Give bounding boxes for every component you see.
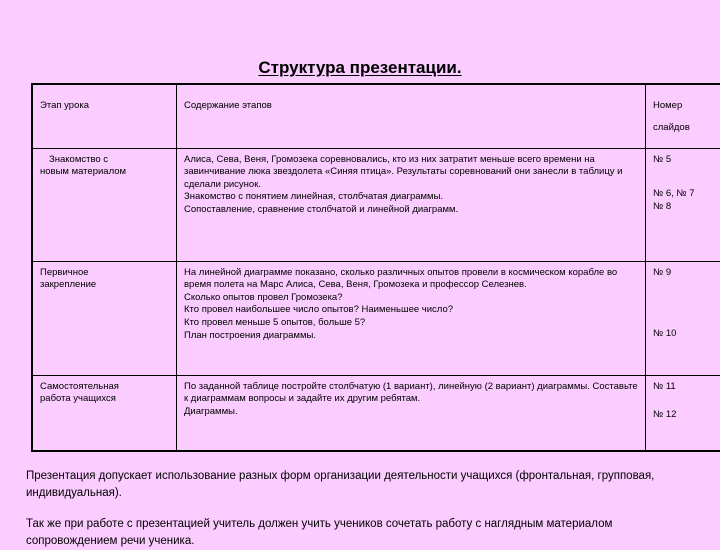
row-2-content-p2: Сколько опытов провел Громозека?	[184, 292, 639, 305]
row-1-stage-cell	[33, 148, 177, 261]
row-2-slides-cell	[646, 261, 720, 375]
row-2-content-p3: Кто провел наибольшее число опытов? Наименьшее число?	[184, 304, 639, 317]
row-3-content-p1: По заданной таблице постройте столбчатую (1 вариант), линейную (2 вариант) диаграммы. Составьте к диаграммам вопросы и задайте их другим ребятам.	[184, 381, 639, 406]
row-1-stage-line2: новым материалом	[40, 166, 170, 179]
table-row	[33, 261, 720, 375]
header-cell-stage	[33, 85, 177, 149]
row-3-slide-ref-1: № 11	[653, 381, 720, 394]
row-2-slide-ref-2: № 10	[653, 328, 720, 341]
row-2-slide-ref-1: № 9	[653, 267, 720, 280]
header-cell-slides	[646, 85, 720, 149]
table-header-row	[33, 85, 720, 149]
row-2-content-p1: На линейной диаграмме показано, сколько различных опытов провели в космическом корабле во время полета на Марс Алиса, Сева, Веня, Громозека и профессор Селезнев.	[184, 267, 639, 292]
row-2-content-cell	[177, 261, 646, 375]
header-cell-content	[177, 85, 646, 149]
presentation-structure-table	[32, 84, 720, 451]
row-3-slide-ref-2: № 12	[653, 409, 720, 422]
row-1-slide-ref-2: № 6, № 7	[653, 188, 720, 201]
header-slides-label-line2: слайдов	[653, 122, 720, 135]
row-1-stage-line1: Знакомство с	[40, 154, 170, 167]
row-2-content-p4: Кто провел меньше 5 опытов, больше 5?	[184, 317, 639, 330]
row-1-content-p1: Алиса, Сева, Веня, Громозека соревновались, кто из них затратит меньше всего времени на завинчивание люка звездолета «Синяя птица». Результаты соревнований они занесли в таблицу и сделали рисунок.	[184, 154, 639, 192]
note-paragraph-2: Так же при работе с презентацией учитель должен учить учеников сочетать работу с наглядным материалом сопровождением речи ученика.	[26, 516, 696, 550]
row-1-slide-ref-3: № 8	[653, 201, 720, 214]
header-stage-label: Этап урока	[40, 100, 170, 113]
row-2-stage-line1: Первичное	[40, 267, 170, 280]
row-3-content-p2: Диаграммы.	[184, 406, 639, 419]
row-3-slides-cell	[646, 375, 720, 450]
table-row	[33, 375, 720, 450]
table-row	[33, 148, 720, 261]
header-slides-label-line1: Номер	[653, 100, 720, 113]
header-content-label: Содержание этапов	[184, 100, 639, 113]
note-paragraph-1: Презентация допускает использование разных форм организации деятельности учащихся (фронтальная, групповая, индивидуальная).	[26, 468, 696, 502]
row-1-slide-ref-1: № 5	[653, 154, 720, 167]
row-2-stage-cell	[33, 261, 177, 375]
row-3-stage-line1: Самостоятельная	[40, 381, 170, 394]
row-3-stage-cell	[33, 375, 177, 450]
row-2-stage-line2: закрепление	[40, 279, 170, 292]
row-2-content-p5: План построения диаграммы.	[184, 330, 639, 343]
row-1-content-p2: Знакомство с понятием линейная, столбчатая диаграммы.	[184, 191, 639, 204]
row-1-content-cell	[177, 148, 646, 261]
slide-notes	[26, 468, 696, 550]
row-1-content-p3: Сопоставление, сравнение столбчатой и линейной диаграмм.	[184, 204, 639, 217]
page-title: Структура презентации.	[0, 58, 720, 78]
row-1-slides-cell	[646, 148, 720, 261]
row-3-stage-line2: работа учащихся	[40, 393, 170, 406]
row-3-content-cell	[177, 375, 646, 450]
